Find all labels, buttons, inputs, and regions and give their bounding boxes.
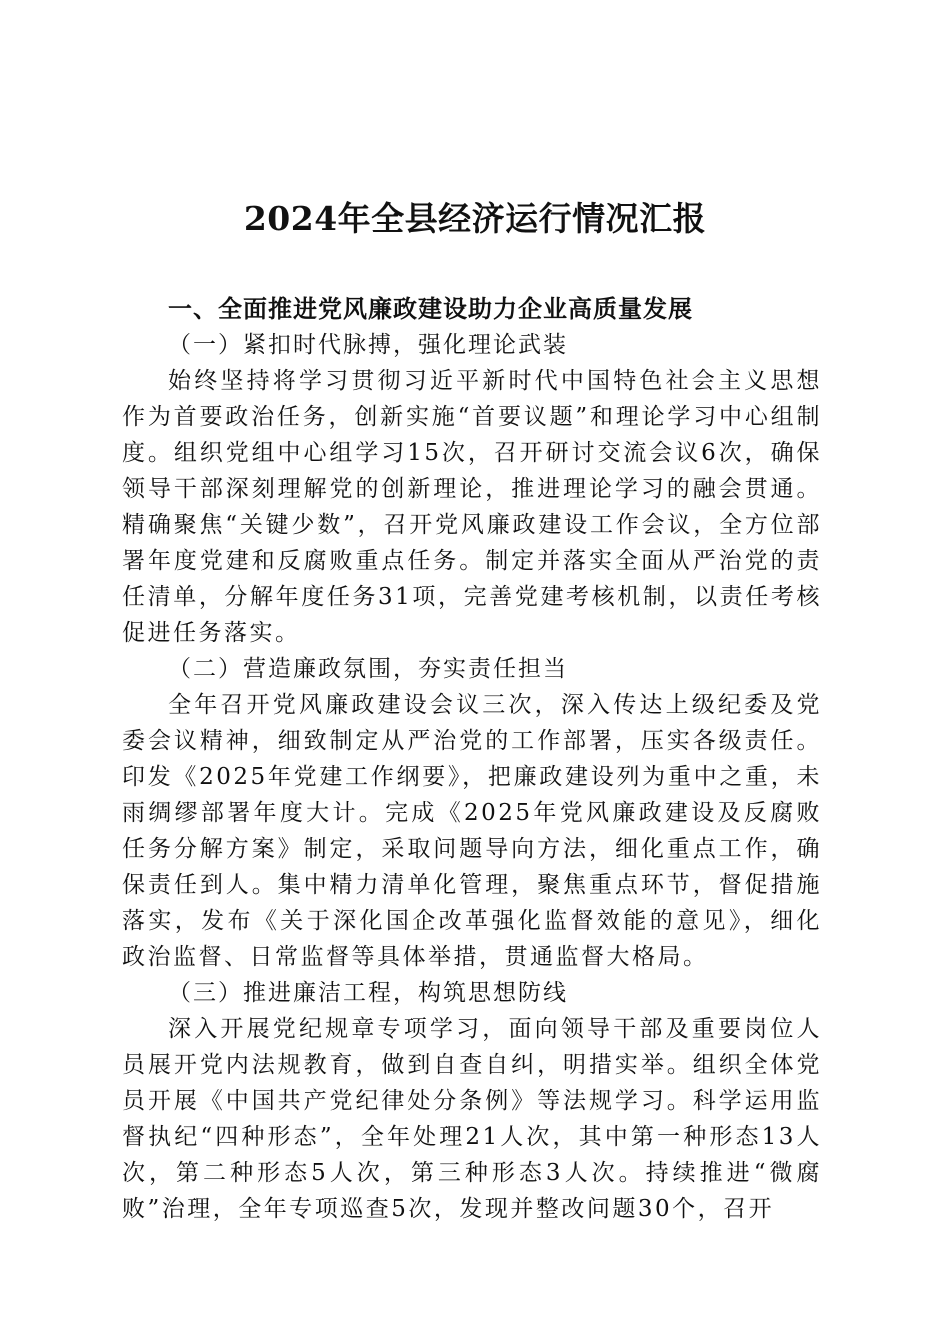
document-body [122,291,822,1227]
paragraph: 始终坚持将学习贯彻习近平新时代中国特色社会主义思想作为首要政治任务，创新实施“首要议题”和理论学习中心组制度。组织党组中心组学习15次，召开研讨交流会议6次，确保领导干部深刻理解党的创新理论，推进理论学习的融会贯通。精确聚焦“关键少数”，召开党风廉政建设工作会议，全方位部署年度党建和反腐败重点任务。制定并落实全面从严治党的责任清单，分解年度任务31项，完善党建考核机制，以责任考核促进任务落实。 [122,368,822,646]
document-title: 2024年全县经济运行情况汇报 [243,199,707,238]
subsection-heading: （一）紧扣时代脉搏，强化理论武装 [168,332,568,358]
subsection-heading: （三）推进廉洁工程，构筑思想防线 [168,980,568,1006]
paragraph: 深入开展党纪规章专项学习，面向领导干部及重要岗位人员展开党内法规教育，做到自查自纠，明措实举。组织全体党员开展《中国共产党纪律处分条例》等法规学习。科学运用监督执纪“四种形态”，全年处理21人次，其中第一种形态13人次，第二种形态5人次，第三种形态3人次。持续推进“微腐败”治理，全年专项巡查5次，发现并整改问题30个，召开 [122,1016,822,1222]
paragraph: 全年召开党风廉政建设会议三次，深入传达上级纪委及党委会议精神，细致制定从严治党的工作部署，压实各级责任。印发《2025年党建工作纲要》，把廉政建设列为重中之重，未雨绸缪部署年度大计。完成《2025年党风廉政建设及反腐败任务分解方案》制定，采取问题导向方法，细化重点工作，确保责任到人。集中精力清单化管理，聚焦重点环节，督促措施落实，发布《关于深化国企改革强化监督效能的意见》，细化政治监督、日常监督等具体举措，贯通监督大格局。 [122,692,822,970]
subsection-heading: （二）营造廉政氛围，夯实责任担当 [168,656,568,682]
section-heading: 一、全面推进党风廉政建设助力企业高质量发展 [168,295,693,323]
